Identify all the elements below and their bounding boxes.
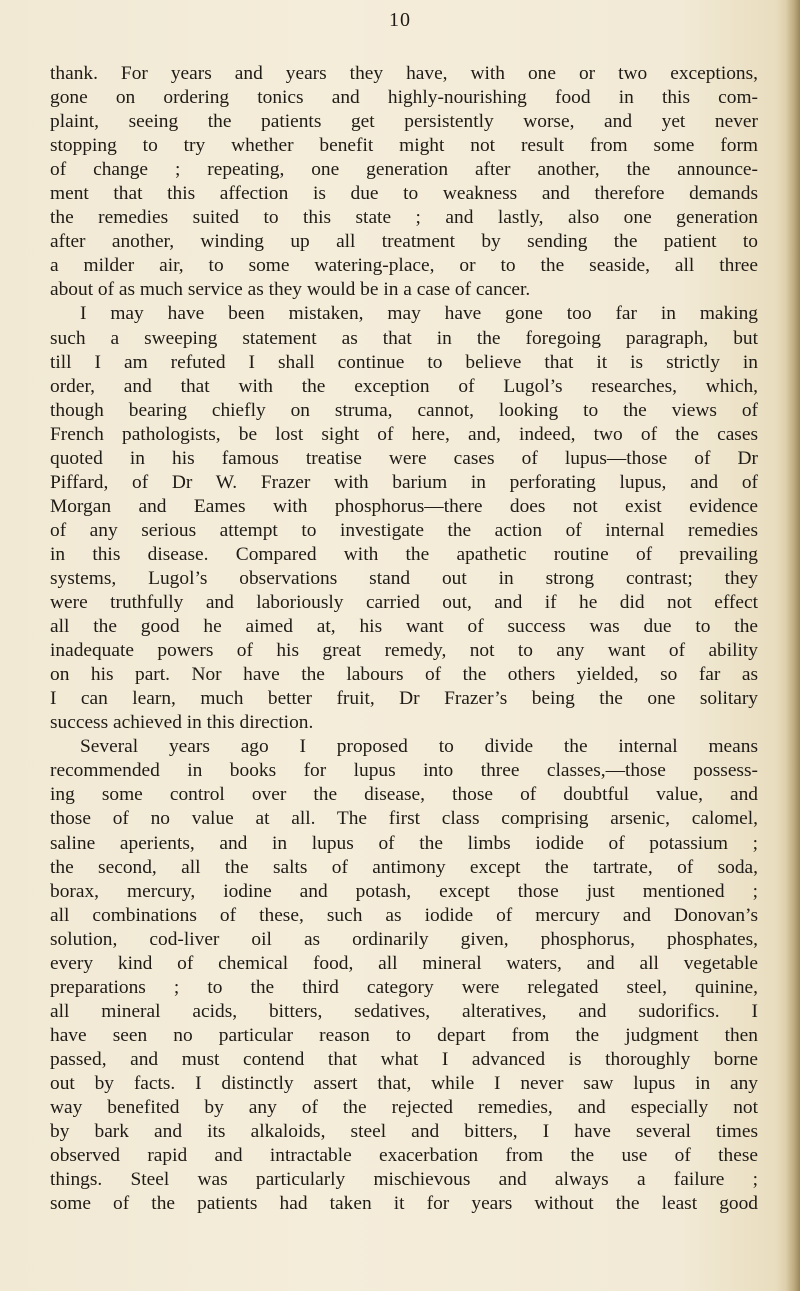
text-line: stopping to try whether benefit might not result from some form [50, 135, 758, 157]
text-line: the remedies suited to this state ; and lastly, also one generation [50, 207, 758, 229]
text-line: the second, all the salts of antimony except the tartrate, of soda, [50, 856, 758, 878]
text-line: Piffard, of Dr W. Frazer with barium in perforating lupus, and of [50, 471, 758, 493]
text-line: gone on ordering tonics and highly-nourishing food in this com- [50, 87, 758, 109]
text-line: in this disease. Compared with the apathetic routine of prevailing [50, 543, 758, 565]
text-line: after another, winding up all treatment by sending the patient to [50, 231, 758, 253]
text-line: solution, cod-liver oil as ordinarily given, phosphorus, phosphates, [50, 928, 758, 950]
text-line: borax, mercury, iodine and potash, except those just mentioned ; [50, 880, 758, 902]
text-line: such a sweeping statement as that in the foregoing paragraph, but [50, 327, 758, 349]
text-line: all combinations of these, such as iodide of mercury and Donovan’s [50, 904, 758, 926]
text-line: French pathologists, be lost sight of here, and, indeed, two of the cases [50, 423, 758, 445]
text-line: thank. For years and years they have, with one or two exceptions, [50, 63, 758, 84]
body-text [50, 62, 758, 1216]
text-line: though bearing chiefly on struma, cannot, looking to the views of [50, 399, 758, 421]
text-line: Morgan and Eames with phosphorus—there does not exist evidence [50, 495, 758, 517]
text-line: were truthfully and laboriously carried out, and if he did not effect [50, 592, 758, 614]
text-line: way benefited by any of the rejected remedies, and especially not [50, 1097, 758, 1119]
text-line: of any serious attempt to investigate the action of internal remedies [50, 519, 758, 541]
text-line: ment that this affection is due to weakness and therefore demands [50, 183, 758, 205]
text-line: of change ; repeating, one generation after another, the announce- [50, 159, 758, 181]
text-line: saline aperients, and in lupus of the limbs iodide of potassium ; [50, 832, 758, 854]
page-edge-shadow [786, 0, 800, 1291]
text-line: on his part. Nor have the labours of the others yielded, so far as [50, 664, 758, 686]
text-line: by bark and its alkaloids, steel and bitters, I have several times [50, 1121, 758, 1143]
text-line: passed, and must contend that what I advanced is thoroughly borne [50, 1048, 758, 1070]
page-number: 10 [389, 9, 411, 31]
text-line: every kind of chemical food, all mineral waters, and all vegetable [50, 952, 758, 974]
text-line: some of the patients had taken it for years without the least good [50, 1193, 758, 1215]
text-line: all the good he aimed at, his want of success was due to the [50, 616, 758, 638]
text-line: have seen no particular reason to depart from the judgment then [50, 1024, 758, 1046]
text-line: order, and that with the exception of Lugol’s researches, which, [50, 375, 758, 397]
text-line: quoted in his famous treatise were cases of lupus—those of Dr [50, 447, 758, 469]
text-line: success achieved in this direction. [50, 712, 314, 734]
text-line: a milder air, to some watering-place, or to the seaside, all three [50, 255, 758, 277]
text-line: ing some control over the disease, those of doubtful value, and [50, 784, 758, 806]
text-line: observed rapid and intractable exacerbation from the use of these [50, 1145, 758, 1167]
text-line: about of as much service as they would be in a case of cancer. [50, 279, 531, 301]
text-line: out by facts. I distinctly assert that, while I never saw lupus in any [50, 1072, 758, 1094]
text-line: Several years ago I proposed to divide the internal means [80, 736, 758, 758]
text-line: plaint, seeing the patients get persistently worse, and yet never [50, 111, 758, 133]
text-line: those of no value at all. The first class comprising arsenic, calomel, [50, 808, 758, 830]
text-line: preparations ; to the third category were relegated steel, quinine, [50, 976, 758, 998]
text-line: systems, Lugol’s observations stand out in strong contrast; they [50, 567, 758, 589]
text-line: I can learn, much better fruit, Dr Frazer’s being the one solitary [50, 688, 758, 710]
text-line: I may have been mistaken, may have gone too far in making [80, 303, 758, 325]
text-line: things. Steel was particularly mischievous and always a failure ; [50, 1169, 758, 1191]
text-line: all mineral acids, bitters, sedatives, alteratives, and sudorifics. I [50, 1000, 758, 1022]
text-line: inadequate powers of his great remedy, not to any want of ability [50, 640, 758, 662]
text-line: till I am refuted I shall continue to believe that it is strictly in [50, 351, 758, 373]
text-line: recommended in books for lupus into three classes,—those possess- [50, 760, 758, 782]
